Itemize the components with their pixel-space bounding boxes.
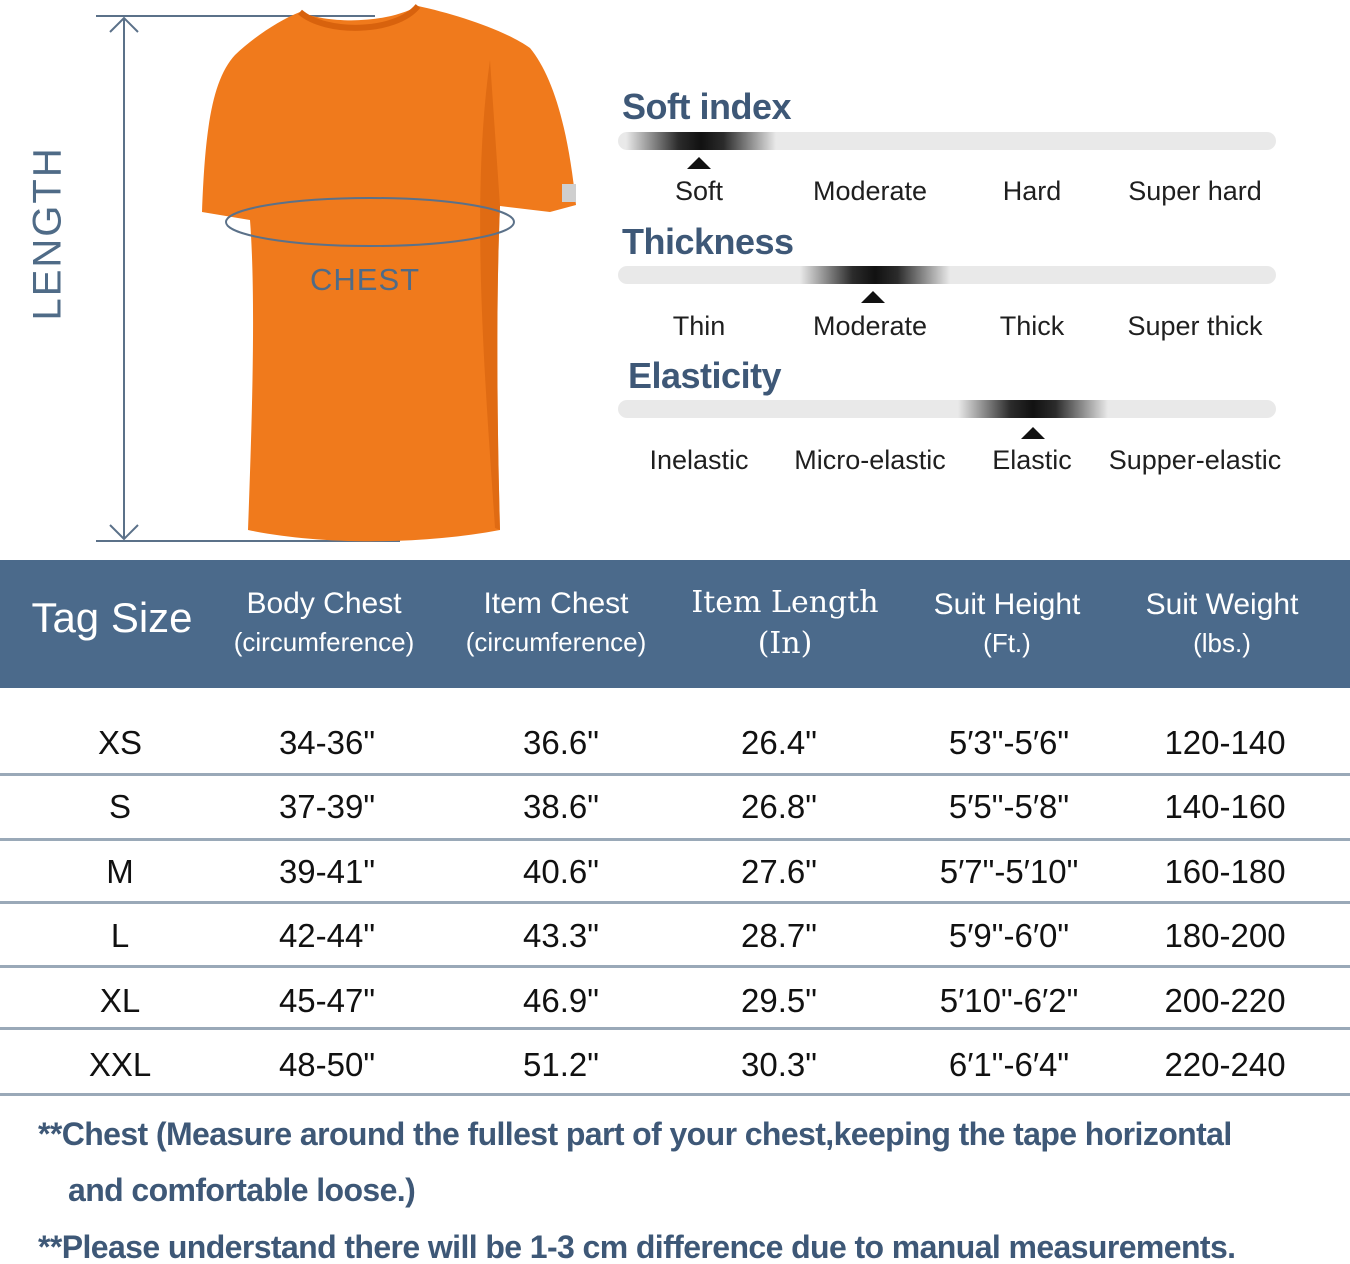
cell-body-chest: 48-50": [278, 1046, 376, 1083]
thickness-option-super-thick: Super thick: [1127, 311, 1263, 341]
cell-body-chest: 34-36": [278, 724, 376, 761]
cell-item-chest: 46.9": [523, 982, 599, 1019]
header-item-length: [680, 585, 890, 661]
elasticity-fill: [958, 400, 1108, 418]
row-divider: [0, 1093, 1350, 1096]
table-header: [0, 560, 1350, 688]
header-body-chest-title: Body Chest: [246, 587, 402, 620]
thickness-marker-icon: [861, 291, 885, 303]
cell-tag-size: XS: [97, 724, 143, 761]
cell-item-length: 28.7": [741, 917, 817, 954]
cell-body-chest: 42-44": [278, 917, 376, 954]
cell-tag-size: M: [106, 853, 134, 890]
header-suit-height: [907, 588, 1107, 659]
cell-suit-weight: 200-220: [1164, 982, 1286, 1019]
header-suit-height-title: Suit Height: [933, 588, 1081, 621]
header-item-chest-title: Item Chest: [483, 587, 629, 620]
cell-suit-height: 5′7"-5′10": [939, 853, 1079, 890]
table-row: [0, 903, 1350, 967]
thickness-title: Thickness: [622, 221, 794, 262]
soft-index-track: [618, 132, 1276, 150]
cell-item-length: 26.4": [741, 724, 817, 761]
header-body-chest-sub: (circumference): [233, 627, 415, 657]
chest-note-line1: **Chest (Measure around the fullest part of your chest,keeping the tape horizontal: [38, 1116, 1232, 1152]
thickness-fill: [800, 266, 950, 284]
tshirt-diagram: [0, 0, 600, 555]
elasticity-option-micro-elastic: Micro-elastic: [794, 445, 946, 475]
header-suit-weight: [1122, 588, 1322, 659]
cell-suit-height: 5′3"-5′6": [948, 724, 1070, 761]
thickness-option-moderate: Moderate: [812, 311, 928, 341]
header-suit-height-sub: (Ft.): [983, 628, 1031, 658]
cell-tag-size: L: [110, 917, 130, 954]
chest-note-line2: and comfortable loose.): [68, 1172, 416, 1208]
soft-index-option-soft: Soft: [674, 176, 724, 206]
thickness-track: [618, 266, 1276, 284]
shirt-illustration: [0, 0, 600, 555]
cell-tag-size: XXL: [88, 1046, 152, 1083]
thickness-option-thick: Thick: [999, 311, 1065, 341]
soft-index-fill: [626, 132, 776, 150]
header-suit-weight-sub: (lbs.): [1193, 628, 1251, 658]
cell-item-chest: 38.6": [523, 788, 599, 825]
sleeve-reflective-stripe: [562, 184, 576, 202]
header-tag-size: Tag Size: [31, 594, 193, 641]
cell-suit-height: 5′10"-6′2": [939, 982, 1079, 1019]
thickness-option-thin: Thin: [672, 311, 726, 341]
elasticity-title: Elasticity: [628, 355, 782, 396]
soft-index-option-moderate: Moderate: [812, 176, 928, 206]
cell-item-chest: 40.6": [523, 853, 599, 890]
length-label: LENGTH: [25, 146, 70, 321]
elasticity-option-inelastic: Inelastic: [649, 445, 749, 475]
table-row: [0, 839, 1350, 903]
cell-suit-weight: 180-200: [1164, 917, 1286, 954]
table-row: [0, 968, 1350, 1032]
cell-item-chest: 51.2": [523, 1046, 599, 1083]
soft-index-marker-icon: [687, 157, 711, 169]
table-row: [0, 710, 1350, 774]
header-item-length-sub: (In): [757, 626, 813, 661]
header-item-chest-sub: (circumference): [465, 627, 647, 657]
elasticity-option-supper-elastic: Supper-elastic: [1108, 445, 1282, 475]
cell-item-chest: 43.3": [523, 917, 599, 954]
cell-suit-height: 6′1"-6′4": [948, 1046, 1070, 1083]
cell-body-chest: 37-39": [278, 788, 376, 825]
header-body-chest: [224, 587, 424, 658]
cell-body-chest: 39-41": [278, 853, 376, 890]
chest-label: CHEST: [310, 262, 421, 297]
header-item-length-title: Item Length: [691, 585, 879, 620]
cell-item-length: 27.6": [741, 853, 817, 890]
elasticity-track: [618, 400, 1276, 418]
cell-suit-weight: 220-240: [1164, 1046, 1286, 1083]
elasticity-option-elastic: Elastic: [992, 445, 1072, 475]
cell-suit-weight: 120-140: [1164, 724, 1286, 761]
soft-index-option-super-hard: Super hard: [1128, 176, 1262, 206]
table-row: [0, 774, 1350, 838]
header-item-chest: [456, 587, 656, 658]
soft-index-title: Soft index: [622, 86, 792, 127]
cell-suit-height: 5′9"-6′0": [948, 917, 1070, 954]
cell-tag-size: S: [108, 788, 131, 825]
cell-suit-weight: 140-160: [1164, 788, 1286, 825]
cell-item-length: 29.5": [741, 982, 817, 1019]
cell-body-chest: 45-47": [278, 982, 376, 1019]
cell-suit-height: 5′5"-5′8": [948, 788, 1070, 825]
elasticity-marker-icon: [1021, 427, 1045, 439]
table-row: [0, 1032, 1350, 1096]
soft-index-option-hard: Hard: [1002, 176, 1062, 206]
header-suit-weight-title: Suit Weight: [1145, 588, 1299, 621]
cell-tag-size: XL: [99, 982, 141, 1019]
cell-item-length: 30.3": [741, 1046, 817, 1083]
cell-item-length: 26.8": [741, 788, 817, 825]
row-divider: [0, 1027, 1350, 1030]
difference-note: **Please understand there will be 1-3 cm difference due to manual measurements.: [38, 1229, 1236, 1264]
cell-suit-weight: 160-180: [1164, 853, 1286, 890]
cell-item-chest: 36.6": [523, 724, 599, 761]
